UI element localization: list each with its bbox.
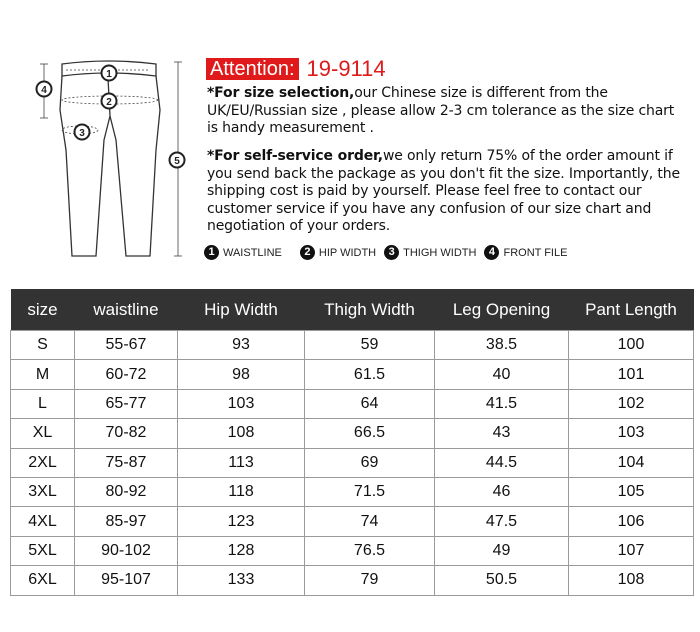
legend-number: 3 xyxy=(384,245,399,260)
cell-thigh-width: 61.5 xyxy=(305,360,435,389)
table-row xyxy=(11,331,694,360)
cell-size: 4XL xyxy=(11,507,75,536)
svg-text:1: 1 xyxy=(106,69,112,80)
cell-pant-length: 103 xyxy=(569,419,694,448)
cell-hip-width: 98 xyxy=(178,360,305,389)
legend-label: FRONT FILE xyxy=(503,246,568,259)
cell-thigh-width: 64 xyxy=(305,389,435,418)
cell-leg-opening: 40 xyxy=(435,360,569,389)
product-code: 19-9114 xyxy=(306,56,386,81)
cell-hip-width: 93 xyxy=(178,331,305,360)
table-row xyxy=(11,477,694,506)
cell-thigh-width: 74 xyxy=(305,507,435,536)
table-header-row xyxy=(11,289,694,331)
legend-item-thigh-width xyxy=(384,245,476,260)
cell-leg-opening: 41.5 xyxy=(435,389,569,418)
cell-waistline: 70-82 xyxy=(75,419,178,448)
cell-leg-opening: 50.5 xyxy=(435,566,569,595)
cell-waistline: 95-107 xyxy=(75,566,178,595)
cell-hip-width: 113 xyxy=(178,448,305,477)
attention-row xyxy=(206,56,386,82)
column-header-size: size xyxy=(11,289,75,331)
svg-text:3: 3 xyxy=(79,128,85,139)
svg-text:2: 2 xyxy=(106,97,112,108)
cell-pant-length: 107 xyxy=(569,536,694,565)
legend-label: HIP WIDTH xyxy=(318,246,377,259)
cell-thigh-width: 79 xyxy=(305,566,435,595)
cell-thigh-width: 76.5 xyxy=(305,536,435,565)
cell-pant-length: 105 xyxy=(569,477,694,506)
cell-waistline: 55-67 xyxy=(75,331,178,360)
cell-size: L xyxy=(11,389,75,418)
cell-hip-width: 108 xyxy=(178,419,305,448)
svg-text:5: 5 xyxy=(174,156,180,167)
column-header-leg-opening: Leg Opening xyxy=(435,289,569,331)
size-selection-lead: *For size selection, xyxy=(207,85,355,101)
cell-hip-width: 103 xyxy=(178,389,305,418)
cell-leg-opening: 38.5 xyxy=(435,331,569,360)
cell-waistline: 75-87 xyxy=(75,448,178,477)
pants-diagram xyxy=(0,0,200,280)
cell-size: 2XL xyxy=(11,448,75,477)
cell-waistline: 85-97 xyxy=(75,507,178,536)
cell-size: 5XL xyxy=(11,536,75,565)
size-selection-note xyxy=(207,85,687,138)
table-body xyxy=(11,331,694,596)
table-row xyxy=(11,536,694,565)
column-header-pant-length: Pant Length xyxy=(569,289,694,331)
cell-waistline: 60-72 xyxy=(75,360,178,389)
column-header-thigh-width: Thigh Width xyxy=(305,289,435,331)
cell-pant-length: 101 xyxy=(569,360,694,389)
cell-leg-opening: 46 xyxy=(435,477,569,506)
legend-label: WAISTLINE xyxy=(223,246,282,259)
legend-number: 2 xyxy=(300,245,315,260)
cell-thigh-width: 69 xyxy=(305,448,435,477)
column-header-hip-width: Hip Width xyxy=(178,289,305,331)
size-selection-text: our Chinese size is different from the UK/EU/Russian size , please allow 2-3 cm tolerance as the size chart is handy measurement . xyxy=(207,85,675,136)
table-row xyxy=(11,448,694,477)
cell-waistline: 80-92 xyxy=(75,477,178,506)
self-service-text: we only return 75% of the order amount if you send back the package as you don't fit the size. Importantly, the shipping cost is paid by yourself. Please feel free to contact our customer service if you have any confusion of our size chart and negotiation of your orders. xyxy=(207,148,680,234)
marker-3 xyxy=(75,125,90,140)
marker-2 xyxy=(102,94,117,109)
cell-leg-opening: 47.5 xyxy=(435,507,569,536)
legend-item-front-file xyxy=(484,245,567,260)
cell-pant-length: 108 xyxy=(569,566,694,595)
measurement-legend xyxy=(204,245,575,260)
cell-thigh-width: 71.5 xyxy=(305,477,435,506)
cell-size: 3XL xyxy=(11,477,75,506)
column-header-waistline: waistline xyxy=(75,289,178,331)
table-row xyxy=(11,389,694,418)
legend-number: 4 xyxy=(484,245,499,260)
marker-4 xyxy=(37,82,52,97)
legend-item-hip-width xyxy=(300,245,376,260)
cell-leg-opening: 49 xyxy=(435,536,569,565)
cell-pant-length: 102 xyxy=(569,389,694,418)
legend-label: THIGH WIDTH xyxy=(403,246,477,259)
table-row xyxy=(11,360,694,389)
cell-thigh-width: 66.5 xyxy=(305,419,435,448)
attention-label: Attention: xyxy=(206,58,299,80)
cell-waistline: 90-102 xyxy=(75,536,178,565)
legend-number: 1 xyxy=(204,245,219,260)
size-chart-table xyxy=(10,289,694,596)
pants-outline xyxy=(60,61,160,256)
cell-waistline: 65-77 xyxy=(75,389,178,418)
cell-pant-length: 100 xyxy=(569,331,694,360)
table-row xyxy=(11,419,694,448)
self-service-note xyxy=(207,148,697,236)
cell-pant-length: 104 xyxy=(569,448,694,477)
cell-thigh-width: 59 xyxy=(305,331,435,360)
cell-size: M xyxy=(11,360,75,389)
cell-hip-width: 128 xyxy=(178,536,305,565)
cell-leg-opening: 43 xyxy=(435,419,569,448)
marker-5 xyxy=(170,153,185,168)
cell-hip-width: 118 xyxy=(178,477,305,506)
table-row xyxy=(11,507,694,536)
legend-item-waistline xyxy=(204,245,282,260)
svg-text:4: 4 xyxy=(41,85,47,96)
cell-size: 6XL xyxy=(11,566,75,595)
cell-pant-length: 106 xyxy=(569,507,694,536)
self-service-lead: *For self-service order, xyxy=(207,148,383,164)
cell-hip-width: 123 xyxy=(178,507,305,536)
table-row xyxy=(11,566,694,595)
cell-size: S xyxy=(11,331,75,360)
cell-leg-opening: 44.5 xyxy=(435,448,569,477)
cell-size: XL xyxy=(11,419,75,448)
marker-1 xyxy=(102,66,117,81)
cell-hip-width: 133 xyxy=(178,566,305,595)
